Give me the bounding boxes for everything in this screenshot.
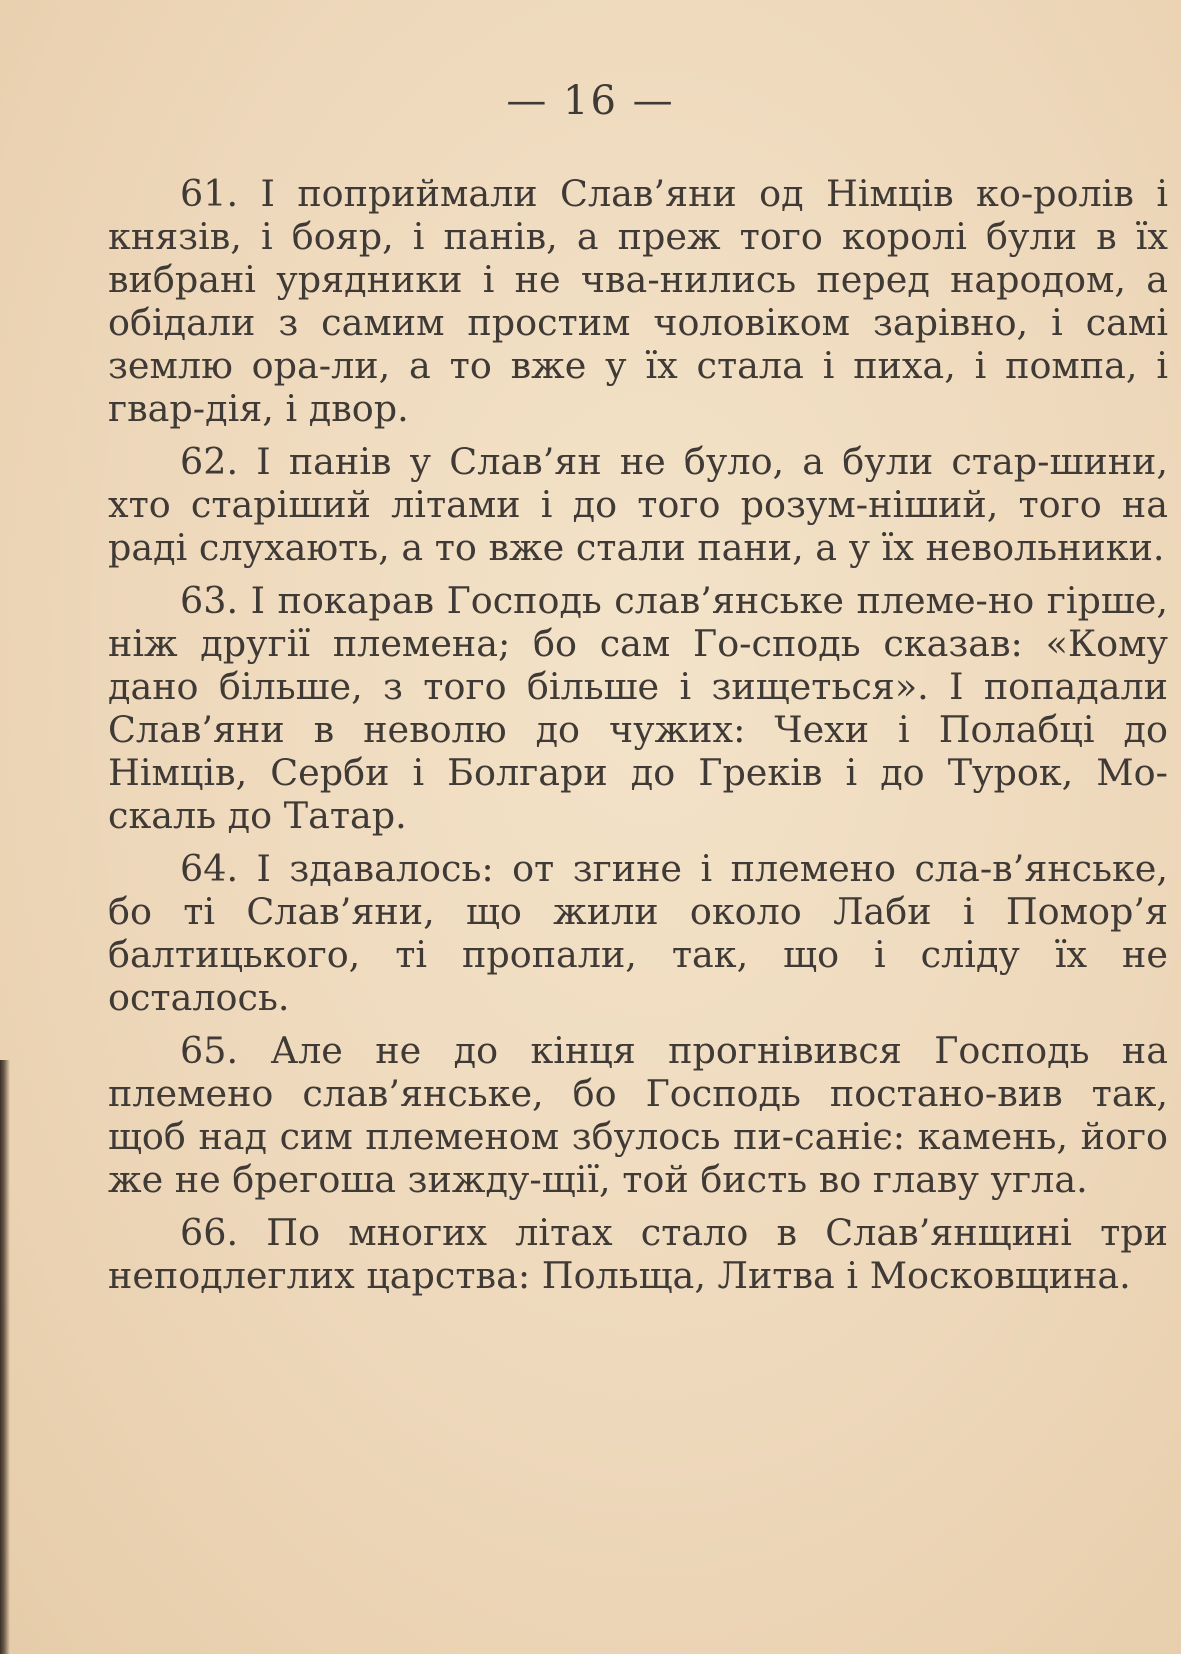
- binding-edge: [0, 1060, 10, 1654]
- paragraph-65: [108, 1029, 1168, 1201]
- paragraph-62: [108, 440, 1168, 569]
- paragraph-66: [108, 1211, 1168, 1297]
- paragraph-number: 62.: [180, 440, 239, 483]
- paragraph-63: [108, 579, 1168, 837]
- text-body: [108, 172, 1168, 1307]
- paragraph-text: І панів у Слав’ян не було, а були стар-шини, хто старіший літами і до того розум-ніший, того на раді слухають, а то вже стали пани, а у їх невольники.: [108, 440, 1168, 569]
- paragraph-text: Але не до кінця прогнівився Господь на племено слав’янське, бо Господь постано-вив так, щоб над сим племеном збулось пи-саніє: камень, його же не брегоша зижду-щії, той бисть во главу угла.: [108, 1029, 1168, 1201]
- paragraph-number: 61.: [180, 172, 239, 215]
- paragraph-number: 63.: [180, 579, 239, 622]
- paragraph-61: [108, 172, 1168, 430]
- paragraph-number: 66.: [180, 1211, 239, 1254]
- paragraph-text: По многих літах стало в Слав’янщині три неподлеглих царства: Польща, Литва і Московщина.: [108, 1211, 1168, 1297]
- paragraph-text: І поприймали Слав’яни од Німців ко-ролів і князів, і бояр, і панів, а преж того королі були в їх вибрані урядники і не чва-нились перед народом, а обідали з самим простим чоловіком зарівно, і самі землю ора-ли, а то вже у їх стала і пиха, і помпа, і гвар-дія, і двор.: [108, 172, 1168, 430]
- page-number: — 16 —: [506, 78, 675, 124]
- paragraph-text: І покарав Господь слав’янське племе-но гірше, ніж другії племена; бо сам Го-сподь сказав: «Кому дано більше, з того більше і зищеться». І попадали Слав’яни в неволю до чужих: Чехи і Полабці до Німців, Серби і Болгари до Греків і до Турок, Мо-скаль до Татар.: [108, 579, 1168, 837]
- paragraph-number: 64.: [180, 847, 239, 890]
- paragraph-number: 65.: [180, 1029, 239, 1072]
- paragraph-64: [108, 847, 1168, 1019]
- paragraph-text: І здавалось: от згине і племено сла-в’янське, бо ті Слав’яни, що жили около Лаби і Помор’я балтицького, ті пропали, так, що і сліду їх не осталось.: [108, 847, 1168, 1019]
